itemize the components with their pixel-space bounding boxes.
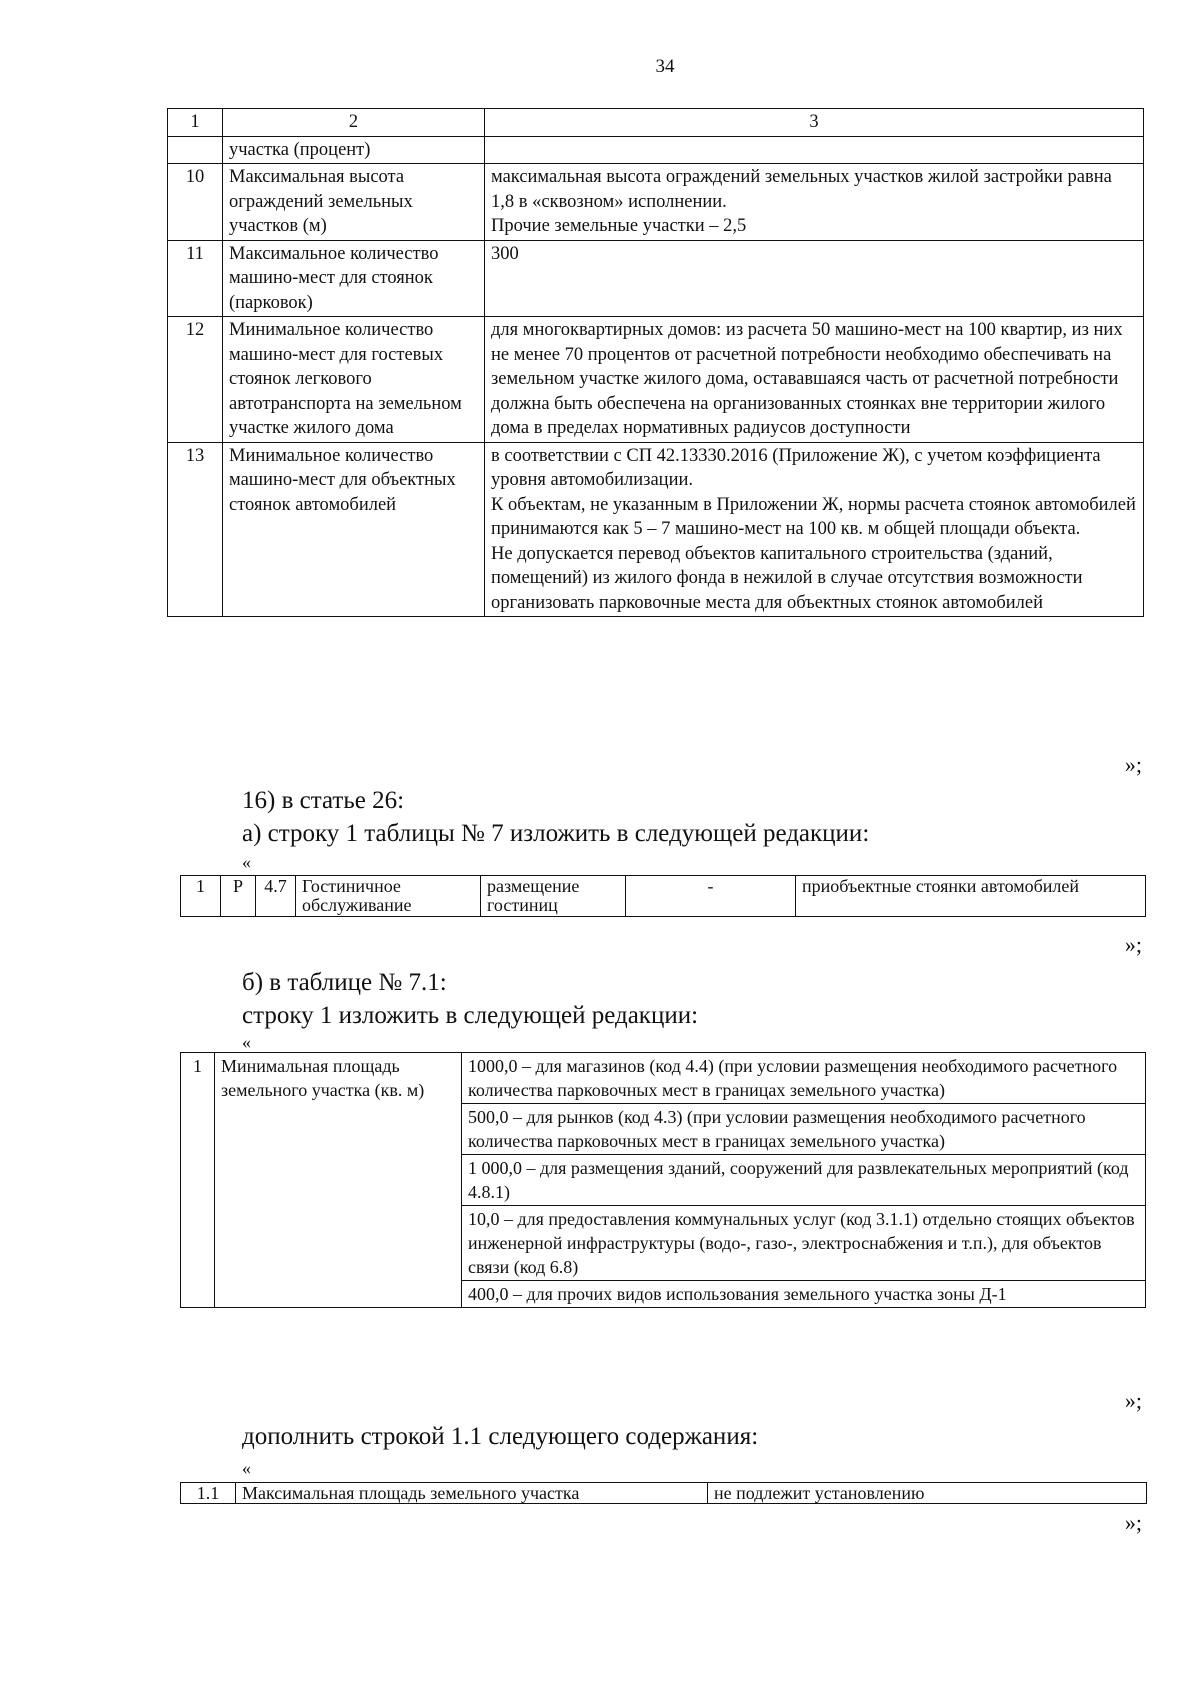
- table-header-row: [168, 109, 1144, 137]
- cell-value: не подлежит установлению: [708, 1483, 1147, 1504]
- parameter-name: Максимальная высота ограждений земельных участков (м): [223, 164, 485, 241]
- parameter-value: в соответствии с СП 42.13330.2016 (Приложение Ж), с учетом коэффициента уровня автомобилизации. К объектам, не указанным в Приложении Ж, нормы расчета стоянок автомобилей принимаются как 5 – 7 машино-мест на 100 кв. м общей площади объекта. Не допускается перевод объектов капитального строительства (зданий, помещений) из жилого фонда в нежилой в случае отсутствия возможности организовать парковочные места для объектных стоянок автомобилей: [485, 442, 1144, 617]
- table-row: [181, 1053, 1146, 1104]
- table-row: [168, 240, 1144, 317]
- table-row: [168, 442, 1144, 617]
- close-quote-3: »;: [1124, 1388, 1142, 1413]
- table-7-row: [180, 875, 1146, 917]
- empty-cell: [485, 136, 1144, 164]
- cell-dash: -: [626, 876, 796, 917]
- cell-use-name: Гостиничное обслуживание: [296, 876, 481, 917]
- table-row: [181, 1483, 1147, 1504]
- cell-zone-code: Р: [221, 876, 256, 917]
- parameter-value: 300: [485, 240, 1144, 317]
- header-cell-1: 1: [168, 109, 223, 137]
- cell-parameter-name: Минимальная площадь земельного участка (кв. м): [215, 1053, 462, 1308]
- table-row-1-1: [180, 1482, 1147, 1504]
- cell-use-code: 4.7: [256, 876, 296, 917]
- cell-value: 400,0 – для прочих видов использования земельного участка зоны Д-1: [462, 1281, 1146, 1308]
- close-quote-4: »;: [1124, 1510, 1142, 1535]
- parameter-value: максимальная высота ограждений земельных участков жилой застройки равна 1,8 в «сквозном» исполнении. Прочие земельные участки – 2,5: [485, 164, 1144, 241]
- add-row-text: дополнить строкой 1.1 следующего содержания:: [242, 1423, 759, 1450]
- table-row: [168, 136, 1144, 164]
- cell-number: 1.1: [181, 1483, 236, 1504]
- item-a-text: а) строку 1 таблицы № 7 изложить в следующей редакции:: [242, 820, 870, 847]
- table-row: [168, 164, 1144, 241]
- open-quote-a: «: [242, 852, 251, 872]
- page-number: 34: [655, 56, 675, 77]
- parameter-name: Максимальное количество машино-мест для стоянок (парковок): [223, 240, 485, 317]
- close-quote-1: »;: [1124, 752, 1142, 777]
- cell-value: 500,0 – для рынков (код 4.3) (при условии размещения необходимого расчетного количества парковочных мест в границах земельного участка): [462, 1104, 1146, 1155]
- close-quote-2: »;: [1124, 932, 1142, 957]
- cell-parameter-name: Максимальная площадь земельного участка: [236, 1483, 708, 1504]
- cell-auxiliary-use: приобъектные стоянки автомобилей: [796, 876, 1146, 917]
- parameter-name: Минимальное количество машино-мест для гостевых стоянок легкового автотранспорта на земельном участке жилого дома: [223, 317, 485, 443]
- row-number-cell: [168, 136, 223, 164]
- cell-number: 1: [181, 876, 221, 917]
- item-b-line: строку 1 изложить в следующей редакции:: [242, 1002, 699, 1029]
- open-quote-c: «: [242, 1458, 251, 1478]
- table-row: [181, 876, 1146, 917]
- zoning-parameters-table: [167, 108, 1144, 617]
- cell-value: 1000,0 – для магазинов (код 4.4) (при условии размещения необходимого расчетного количества парковочных мест в границах земельного участка): [462, 1053, 1146, 1104]
- cell-use-description: размещение гостиниц: [481, 876, 626, 917]
- header-cell-2: 2: [223, 109, 485, 137]
- cell-value: 1 000,0 – для размещения зданий, сооружений для развлекательных мероприятий (код 4.8.1): [462, 1155, 1146, 1206]
- section-16-heading: 16) в статье 26:: [242, 787, 405, 814]
- table-row: [168, 317, 1144, 443]
- row-number: 10: [168, 164, 223, 241]
- continuation-cell: участка (процент): [223, 136, 485, 164]
- header-cell-3: 3: [485, 109, 1144, 137]
- cell-number: 1: [181, 1053, 215, 1308]
- parameter-name: Минимальное количество машино-мест для объектных стоянок автомобилей: [223, 442, 485, 617]
- row-number: 12: [168, 317, 223, 443]
- item-b-text: б) в таблице № 7.1:: [242, 969, 447, 996]
- row-number: 13: [168, 442, 223, 617]
- row-number: 11: [168, 240, 223, 317]
- table-7-1-row: [180, 1052, 1146, 1308]
- parameter-value: для многоквартирных домов: из расчета 50 машино-мест на 100 квартир, из них не менее 70 процентов от расчетной потребности необходимо обеспечивать на земельном участке жилого дома, остававшаяся часть от расчетной потребности должна быть обеспечена на организованных стоянках вне территории жилого дома в пределах нормативных радиусов доступности: [485, 317, 1144, 443]
- open-quote-b: «: [242, 1032, 251, 1052]
- cell-value: 10,0 – для предоставления коммунальных услуг (код 3.1.1) отдельно стоящих объектов инженерной инфраструктуры (водо-, газо-, электроснабжения и т.п.), для объектов связи (код 6.8): [462, 1206, 1146, 1281]
